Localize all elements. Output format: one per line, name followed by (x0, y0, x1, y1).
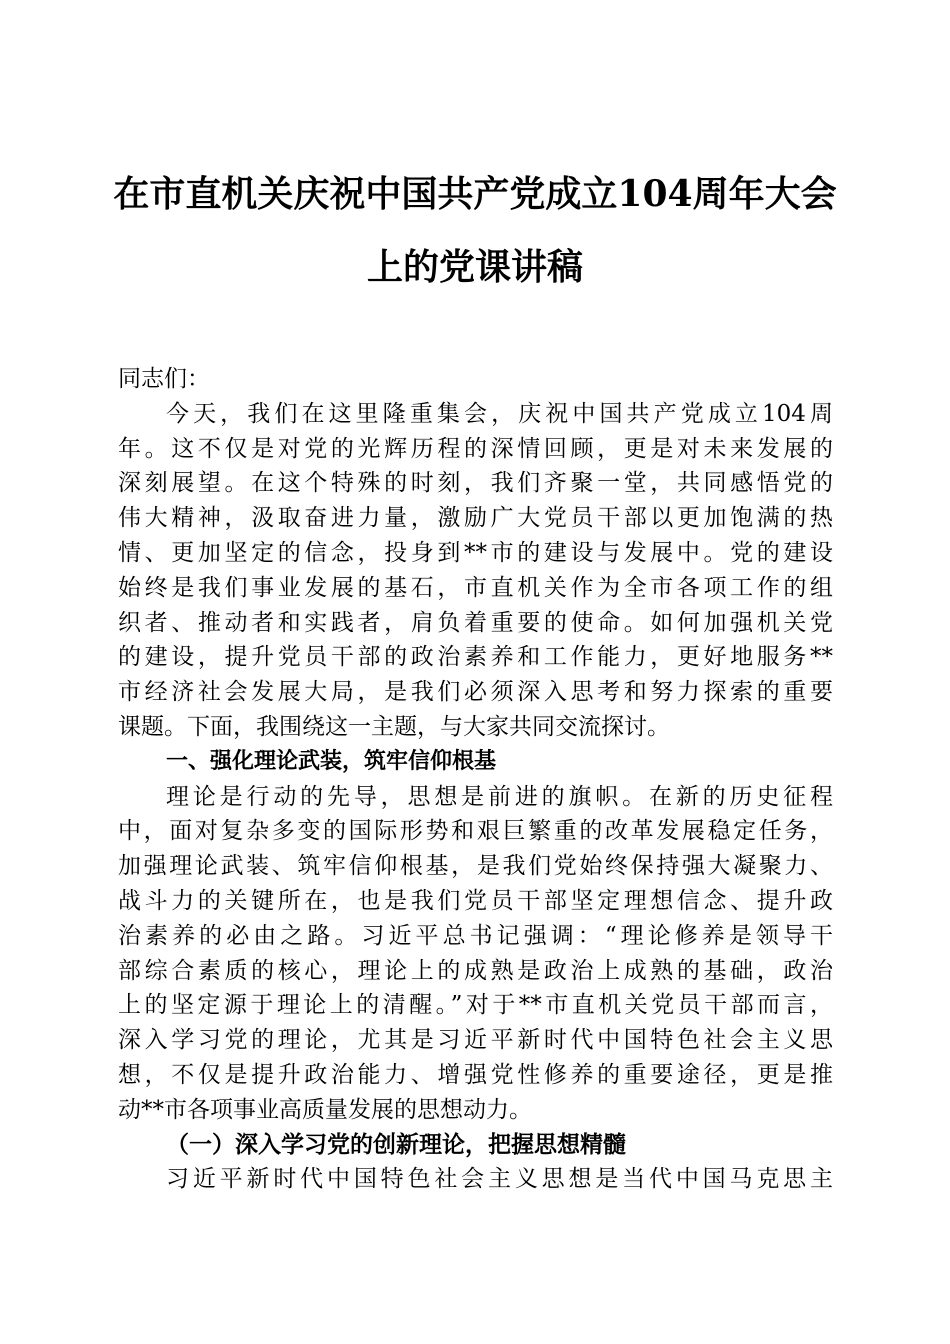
paragraph-2 (118, 780, 833, 1128)
paragraph-line: 今天，我们在这里隆重集会，庆祝中国共产党成立104周 (166, 400, 833, 427)
paragraph-line: 想，不仅是提升政治能力、增强党性修养的重要途径，更是推 (118, 1061, 833, 1088)
document-title-line-2: 上的党课讲稿 (366, 246, 583, 288)
paragraph-line: 动**市各项事业高质量发展的思想动力。 (118, 1096, 532, 1123)
paragraph-line: 理论是行动的先导，思想是前进的旗帜。在新的历史征程 (166, 783, 833, 810)
paragraph-3 (118, 1162, 833, 1197)
paragraph-line: 上的坚定源于理论上的清醒。”对于**市直机关党员干部而言， (118, 992, 833, 1019)
paragraph-line: 深刻展望。在这个特殊的时刻，我们齐聚一堂，共同感悟党的 (118, 470, 833, 497)
paragraph-line: 战斗力的关键所在，也是我们党员干部坚定理想信念、提升政 (118, 887, 833, 914)
paragraph-line: 加强理论武装、筑牢信仰根基，是我们党始终保持强大凝聚力、 (118, 853, 833, 880)
paragraph-line: 始终是我们事业发展的基石，市直机关作为全市各项工作的组 (118, 574, 833, 601)
paragraph-line: 课题。下面，我围绕这一主题，与大家共同交流探讨。 (118, 713, 670, 740)
section-heading-2: （一）深入学习党的创新理论，把握思想精髓 (166, 1130, 626, 1158)
salutation: 同志们： (118, 366, 210, 392)
section-heading-1: 一、强化理论武装，筑牢信仰根基 (166, 748, 497, 774)
paragraph-line: 织者、推动者和实践者，肩负着重要的使命。如何加强机关党 (118, 609, 833, 636)
document-title-line-1: 在市直机关庆祝中国共产党成立104周年大会 (113, 173, 837, 215)
paragraph-line: 情、更加坚定的信念，投身到**市的建设与发展中。党的建设 (118, 539, 833, 566)
paragraph-1 (118, 397, 833, 745)
paragraph-line: 市经济社会发展大局，是我们必须深入思考和努力探索的重要 (118, 679, 833, 706)
paragraph-line: 治素养的必由之路。习近平总书记强调：“理论修养是领导干 (118, 922, 833, 949)
paragraph-line: 的建设，提升党员干部的政治素养和工作能力，更好地服务** (118, 644, 833, 671)
paragraph-line: 伟大精神，汲取奋进力量，激励广大党员干部以更加饱满的热 (118, 505, 833, 532)
paragraph-line: 中，面对复杂多变的国际形势和艰巨繁重的改革发展稳定任务， (118, 818, 833, 845)
paragraph-line: 部综合素质的核心，理论上的成熟是政治上成熟的基础，政治 (118, 957, 833, 984)
paragraph-line: 年。这不仅是对党的光辉历程的深情回顾，更是对未来发展的 (118, 435, 833, 462)
paragraph-line: 习近平新时代中国特色社会主义思想是当代中国马克思主 (166, 1166, 833, 1193)
document-body (118, 362, 833, 1197)
paragraph-line: 深入学习党的理论，尤其是习近平新时代中国特色社会主义思 (118, 1027, 833, 1054)
